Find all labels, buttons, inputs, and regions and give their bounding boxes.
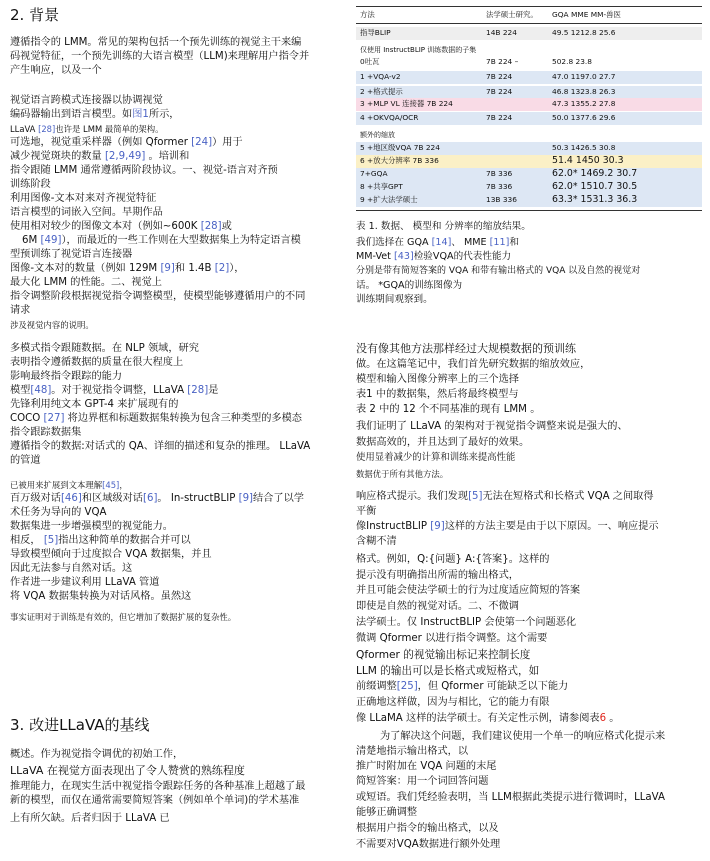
text-line: 能够正确调整	[356, 807, 418, 818]
table-cell: 49.5 1212.8 25.6	[552, 28, 616, 37]
text-line: 清楚地指示输出格式，以	[356, 746, 469, 757]
text-line: 语言模型的词嵌入空间。早期作品	[10, 207, 163, 218]
text-line: 或短语。我们凭经验表明，当 LLM根据此类提示进行微调时，LLaVA	[356, 792, 665, 803]
table-row	[356, 194, 702, 207]
caption-line: 我们选择在 GQA [14]、 MME [11]和	[356, 237, 519, 248]
text-line: 格式。例如，Q:{问题} A:{答案}。这样的	[356, 554, 550, 565]
table-cell: 4 +OKVQA/OCR	[360, 113, 419, 122]
text-line: 的管道	[10, 455, 41, 466]
table-cell: 指导BLIP	[360, 28, 391, 37]
text-line: 减少视觉斑块的数量 [2,9,49] 。培训和	[10, 151, 190, 162]
text-line: 编码器输出到语言模型。如图1所示，	[10, 109, 180, 120]
caption-line: 表 1. 数据、 模型和 分辨率的缩放结果。	[356, 221, 531, 232]
table-cell: 7B 224	[486, 72, 513, 81]
text-line: 简短答案：用一个词回答问题	[356, 776, 489, 787]
text-line: 指令跟踪数据集	[10, 427, 82, 438]
section-3-title: 3. 改进LLaVA的基线	[10, 716, 150, 734]
text-line: 相反， [5]指出这种简单的数据合并可以	[10, 535, 191, 546]
text-line: 数据高效的，并且达到了最好的效果。	[356, 437, 530, 448]
text-line: 利用图像-文本对来对齐视觉特征	[10, 193, 157, 204]
text-line: 型预训练了视觉语言连接器	[10, 249, 133, 260]
table-row	[356, 27, 702, 40]
table-rule	[356, 23, 702, 24]
caption-line: 训练期间观察到。	[356, 294, 433, 305]
text-line: 法学硕士。仅 InstructBLIP 会使第一个问题恶化	[356, 617, 577, 628]
table-row	[356, 168, 702, 181]
text-line: 推广时附加在 VQA 问题的末尾	[356, 761, 497, 772]
text-line: 将 VQA 数据集转换为对话风格。虽然这	[10, 591, 192, 602]
table-row	[356, 142, 702, 155]
text-line: 为了解决这个问题，我们建议使用一个单一的响应格式化提示来	[380, 731, 666, 742]
text-line: 模型和输入图像分辨率上的三个选择	[356, 374, 519, 385]
table-cell: 50.3 1426.5 30.8	[552, 143, 616, 152]
text-line: 含糊不清	[356, 536, 397, 547]
table-cell: 50.0 1377.6 29.6	[552, 113, 616, 122]
text-line: 新的模型，而仅在通常需要简短答案（例如单个单词)的学术基准	[10, 795, 300, 806]
text-line: 因此无法参与自然对话。这	[10, 563, 133, 574]
text-line: 影响最终指令跟踪的能力	[10, 371, 123, 382]
text-line: 数据优于所有其他方法。	[356, 469, 449, 479]
text-line: COCO [27] 将边界框和标题数据集转换为包含三种类型的多模态	[10, 413, 302, 424]
table-rule	[356, 210, 702, 211]
table-row	[356, 98, 702, 111]
table-cell: 3 +MLP VL 连接器 7B 224	[360, 99, 453, 108]
text-line: 像 LLaMA 这样的法学硕士。有关定性示例，请参阅表6 。	[356, 713, 620, 724]
text-line: 不需要对VQA数据进行额外处理	[356, 839, 501, 850]
table-row	[356, 71, 702, 84]
caption-line: MM-Vet [43]检验VQA的代表性能力	[356, 251, 512, 262]
table-cell: 47.3 1355.2 27.8	[552, 99, 616, 108]
text-line: 图像-文本对的数量（例如 129M [9]和 1.4B [2]），	[10, 263, 245, 274]
text-line: 6M [49]），而最近的一些工作则在大型数据集上为特定语言模	[22, 235, 301, 246]
text-line: 前缀调整[25]，但 Qformer 可能缺乏以下能力	[356, 681, 569, 692]
text-line: 已被用来扩展到文本理解[45]，	[10, 480, 128, 490]
table-cell: 62.0* 1469.2 30.7	[552, 168, 638, 179]
text-line: 产生响应，以及一个	[10, 65, 102, 76]
table-rule	[356, 6, 702, 7]
group-label-text: 额外的缩放	[360, 131, 395, 139]
text-line: 多模式指令跟随数据。在 NLP 领域，研究	[10, 343, 199, 354]
text-line: 码视觉特征，一个预先训练的大语言模型（LLM)来理解用户指令并	[10, 51, 310, 62]
text-line: LLM 的输出可以是长格式或短格式，如	[356, 665, 540, 677]
text-line: 表1 中的数据集，然后将最终模型与	[356, 389, 519, 400]
text-line: 并且可能会使法学硕士的行为过度适应简短的答案	[356, 585, 581, 596]
table-cell: 6 +放大分辨率 7B 336	[360, 156, 439, 165]
text-line: 涉及视觉内容的说明。	[10, 320, 94, 330]
text-line: 使用相对较少的图像文本对（例如~600K [28]或	[10, 221, 232, 232]
table-cell: 13B 336	[486, 195, 517, 204]
table-cell: 7+GQA	[360, 169, 388, 178]
table-row	[356, 181, 702, 194]
section-2-title: 2. 背景	[10, 6, 60, 24]
table-cell: 7B 224	[486, 87, 513, 96]
text-line: 视觉语言跨模式连接器以协调视觉	[10, 95, 163, 106]
group-label-text: 仅使用 InstructBLIP 训练数据的子集	[360, 46, 477, 54]
text-line: 根据用户指令的输出格式，以及	[356, 823, 499, 834]
text-line: 微调 Qformer 以进行指令调整。这个需要	[356, 633, 548, 644]
table-row	[356, 155, 702, 168]
text-line: 指令调整阶段根据视觉指令调整模型，使模型能够遵循用户的不同	[10, 291, 306, 302]
table-cell: 方法	[360, 10, 375, 19]
text-line: 表 2 中的 12 个不同基准的现有 LMM 。	[356, 404, 541, 415]
table-cell: 62.0* 1510.7 30.5	[552, 181, 638, 192]
table-row	[356, 112, 702, 125]
table-cell: 63.3* 1531.3 36.3	[552, 194, 638, 205]
text-line: 百万级对话[46]和区域级对话[6]。 In-structBLIP [9]结合了以学	[10, 493, 304, 504]
text-line: 使用显着减少的计算和训练来提高性能	[356, 452, 516, 463]
table-cell: 46.8 1323.8 26.3	[552, 87, 616, 96]
text-line: 数据集进一步增强模型的视觉能力。	[10, 521, 173, 532]
text-line: 指令跟随 LMM 通常遵循两阶段协议。一、视觉-语言对齐预	[10, 165, 278, 176]
table-cell: 51.4 1450 30.3	[552, 155, 624, 166]
text-line: 推理能力，在现实生活中视觉指令跟踪任务的各种基准上超越了最	[10, 781, 306, 792]
table-cell: 1 +VQA-v2	[360, 72, 401, 81]
text-line: 训练阶段	[10, 179, 51, 190]
text-line: LLaVA 在视觉方面表现出了令人赞赏的熟练程度	[10, 764, 245, 777]
table-cell: 0吐瓦	[360, 57, 380, 66]
table-cell: 7B 336	[486, 182, 513, 191]
text-line: LLaVA [28]也许是 LMM 最简单的架构。	[10, 124, 164, 134]
text-line: Qformer 的视觉输出标记来控制长度	[356, 649, 531, 661]
table-cell: 8 +共享GPT	[360, 182, 403, 191]
text-line: 最大化 LMM 的性能。二、视觉上	[10, 277, 162, 288]
table-cell: 5 +地区级VQA 7B 224	[360, 143, 440, 152]
text-line: 像InstructBLIP [9]这样的方法主要是由于以下原因。一、响应提示	[356, 521, 659, 532]
text-line: 请求	[10, 305, 31, 316]
text-line: 术任务为导向的 VQA	[10, 507, 107, 518]
table-cell: 2 +格式提示	[360, 87, 403, 96]
text-line: 可选地，视觉重采样器（例如 Qformer [24]）用于	[10, 137, 243, 148]
text-line: 上有所欠缺。后者归因于 LLaVA 已	[10, 813, 170, 824]
left-column	[10, 0, 342, 861]
text-line: 即使是自然的视觉对话。二、不微调	[356, 601, 519, 612]
right-column	[356, 0, 702, 861]
table-cell: 9 +扩大法学硕士	[360, 195, 418, 204]
text-line: 作者进一步建议利用 LLaVA 管道	[10, 577, 160, 588]
table-cell: 47.0 1197.0 27.7	[552, 72, 616, 81]
text-line: 表明指令遵循数据的质量在很大程度上	[10, 357, 184, 368]
table-cell: 7B 224	[486, 113, 513, 122]
table-cell: 502.8 23.8	[552, 57, 592, 66]
table-cell: 14B 224	[486, 28, 517, 37]
table-cell: 7B 224 –	[486, 57, 519, 66]
table-cell: 法学硕士研究。	[486, 10, 538, 19]
text-line: 概述。作为视觉指令调优的初始工作，	[10, 749, 184, 760]
text-line: 做。在这篇笔记中，我们首先研究数据的缩放效应，	[356, 359, 591, 370]
text-line: 模型[48]。对于视觉指令调整，LLaVA [28]是	[10, 385, 219, 396]
caption-line: 分别是带有简短答案的 VQA 和带有输出格式的 VQA 以及自然的视觉对	[356, 266, 641, 276]
text-line: 平衡	[356, 506, 377, 517]
table-cell: GQA MME MM-兽医	[552, 10, 621, 19]
text-line: 正确地这样做，因为与相比，它的能力有限	[356, 697, 550, 708]
text-line: 事实证明对于训练是有效的，但它增加了数据扩展的复杂性。	[10, 612, 237, 622]
text-line: 遵循指令的数据:对话式的 QA、详细的描述和复杂的推理。 LLaVA	[10, 441, 311, 452]
table-cell: 7B 336	[486, 169, 513, 178]
caption-line: 话。 *GQA的训练图像为	[356, 280, 463, 291]
text-line: 导致模型倾向于过度拟合 VQA 数据集，并且	[10, 549, 212, 560]
text-line: 我们证明了 LLaVA 的架构对于视觉指令调整来说是强大的、	[356, 421, 628, 432]
text-line: 响应格式提示。我们发现[5]无法在短格式和长格式 VQA 之间取得	[356, 491, 654, 502]
text-line: 先锋利用纯文本 GPT-4 来扩展现有的	[10, 399, 179, 410]
text-line: 提示没有明确指出所需的输出格式，	[356, 570, 519, 581]
text-line: 遵循指令的 LMM。常见的架构包括一个预先训练的视觉主干来编	[10, 37, 302, 48]
text-line: 没有像其他方法那样经过大规模数据的预训练	[356, 342, 576, 355]
